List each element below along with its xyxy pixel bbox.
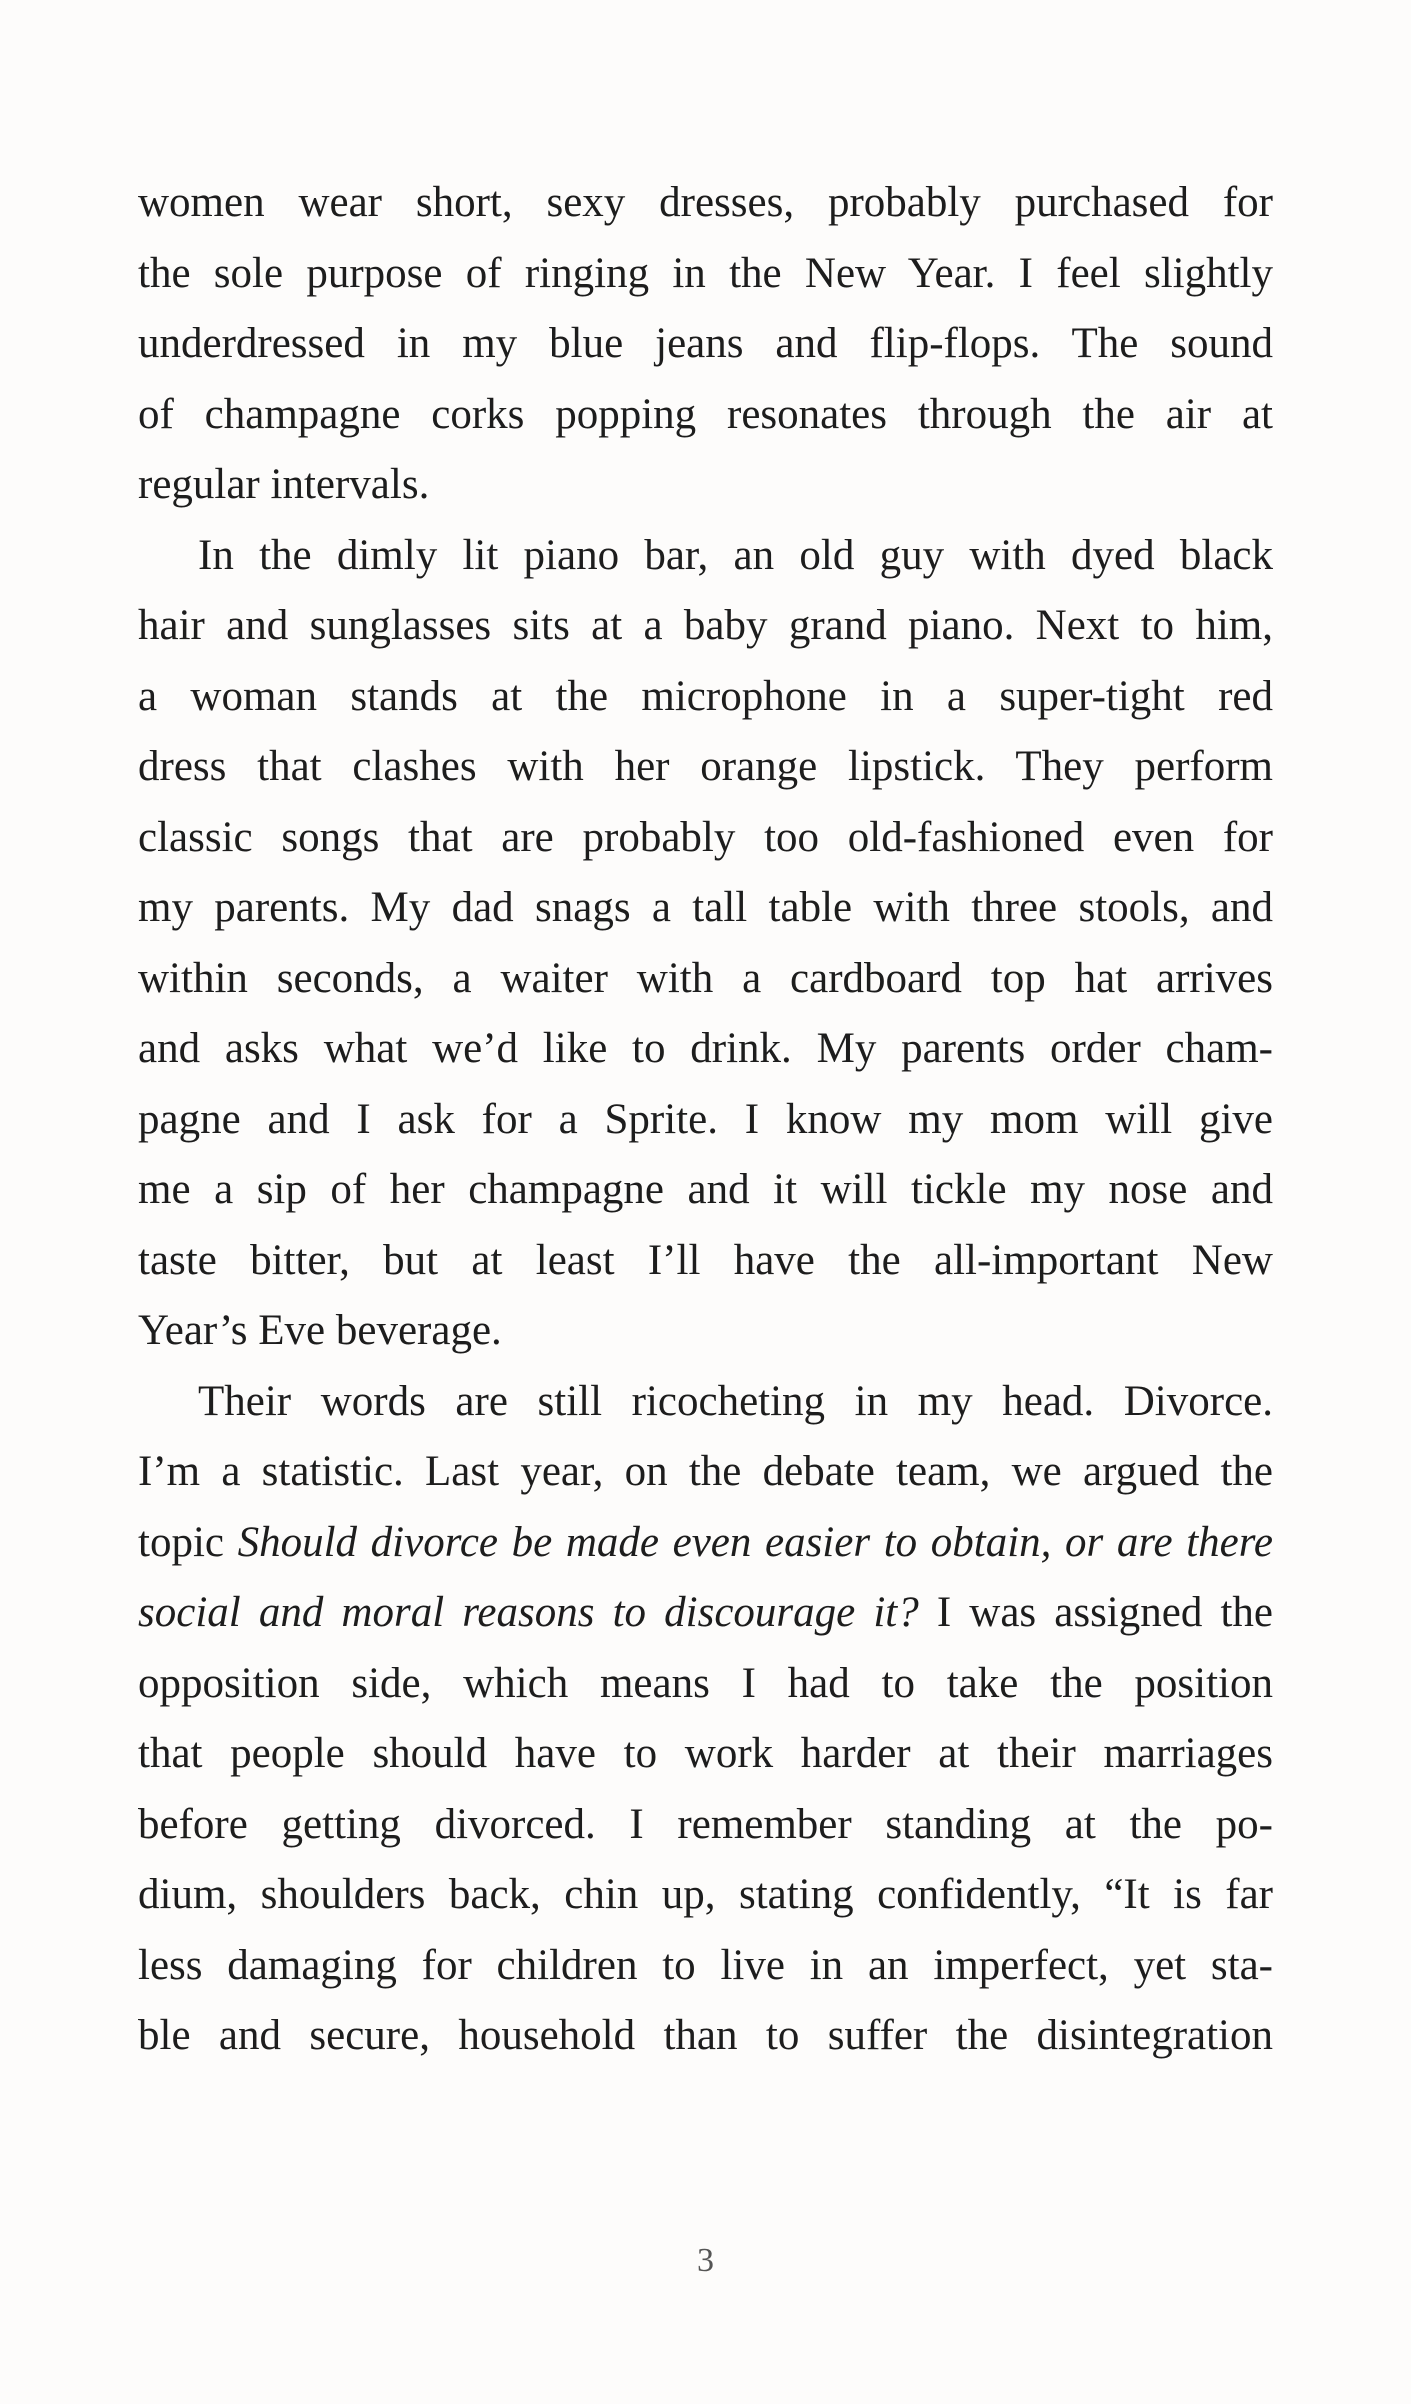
italic-debate-topic: Should divorce be made even easier to obtain, or are there xyxy=(237,1518,1273,1566)
body-text xyxy=(138,168,1273,2072)
text-line: and asks what we’d like to drink. My parents order cham- xyxy=(138,1025,1273,1072)
text-segment: topic xyxy=(138,1518,238,1566)
paragraph-2 xyxy=(138,521,1273,1367)
text-line: I’m a statistic. Last year, on the debate team, we argued the xyxy=(138,1448,1273,1495)
text-line: classic songs that are probably too old-fashioned even for xyxy=(138,813,1273,861)
text-line: In the dimly lit piano bar, an old guy with dyed black xyxy=(198,531,1273,579)
text-line: the sole purpose of ringing in the New Year. I feel slightly xyxy=(138,249,1273,297)
italic-debate-topic: social and moral reasons to discourage it? xyxy=(138,1589,919,1636)
text-line: a woman stands at the microphone in a super-tight red xyxy=(138,672,1273,720)
text-line-with-italic xyxy=(138,1578,1273,1649)
text-line: opposition side, which means I had to take the position xyxy=(138,1659,1273,1707)
text-line: that people should have to work harder at their marriages xyxy=(138,1730,1273,1777)
text-line: pagne and I ask for a Sprite. I know my mom will give xyxy=(138,1095,1273,1143)
text-line: before getting divorced. I remember standing at the po- xyxy=(138,1800,1273,1848)
text-line: of champagne corks popping resonates through the air at xyxy=(138,390,1273,438)
text-line: dress that clashes with her orange lipstick. They perform xyxy=(138,743,1273,790)
text-line: regular intervals. xyxy=(138,461,430,508)
text-line: women wear short, sexy dresses, probably purchased for xyxy=(138,179,1273,226)
text-line: dium, shoulders back, chin up, stating confidently, “It is far xyxy=(138,1871,1273,1918)
text-line: within seconds, a waiter with a cardboard top hat arrives xyxy=(138,954,1273,1002)
paragraph-3 xyxy=(138,1367,1273,2072)
text-line: Their words are still ricocheting in my head. Divorce. xyxy=(198,1377,1273,1425)
text-line: ble and secure, household than to suffer the disintegration xyxy=(138,2012,1273,2059)
text-line: underdressed in my blue jeans and flip-flops. The sound xyxy=(138,320,1273,367)
text-line: taste bitter, but at least I’ll have the all-important New xyxy=(138,1236,1273,1284)
text-line: hair and sunglasses sits at a baby grand piano. Next to him, xyxy=(138,602,1273,649)
text-line: me a sip of her champagne and it will tickle my nose and xyxy=(138,1166,1273,1213)
text-line: less damaging for children to live in an imperfect, yet sta- xyxy=(138,1941,1273,1989)
text-line: Year’s Eve beverage. xyxy=(138,1307,502,1354)
paragraph-1 xyxy=(138,168,1273,521)
text-line: my parents. My dad snags a tall table with three stools, and xyxy=(138,884,1273,931)
text-segment: I was assigned the xyxy=(918,1589,1273,1636)
page-number: 3 xyxy=(697,2242,714,2279)
text-line-with-italic xyxy=(138,1508,1273,1579)
